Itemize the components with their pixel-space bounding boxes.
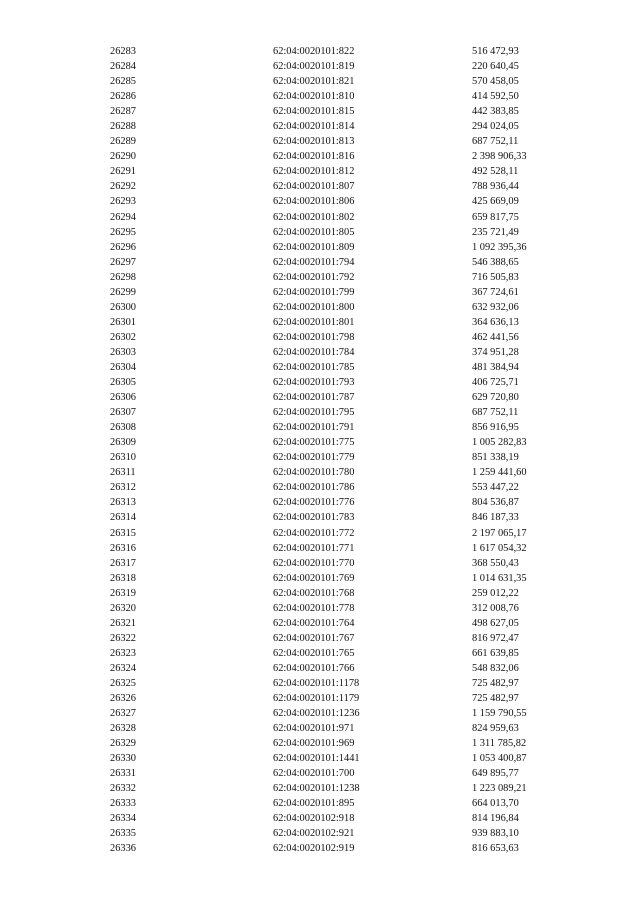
cadastral-number: 62:04:0020101:770 [273,557,355,569]
cadastral-value: 2 197 065,17 [472,527,527,539]
cadastral-number: 62:04:0020101:816 [273,151,355,163]
row-number: 26300 [110,301,136,313]
cadastral-value: 462 441,56 [472,331,519,343]
row-number: 26308 [110,422,136,434]
cadastral-number: 62:04:0020101:1179 [273,693,360,705]
row-number: 26309 [110,437,136,449]
cadastral-value: 687 752,11 [472,407,519,419]
cadastral-number: 62:04:0020102:918 [273,813,355,825]
row-number: 26307 [110,407,136,419]
cadastral-value: 1 005 282,83 [472,437,527,449]
table-row [0,480,640,495]
cadastral-value: 259 012,22 [472,587,519,599]
cadastral-number: 62:04:0020101:810 [273,91,355,103]
row-number: 26285 [110,76,136,88]
row-number: 26291 [110,166,136,178]
row-number: 26290 [110,151,136,163]
cadastral-value: 442 383,85 [472,106,519,118]
cadastral-value: 367 724,61 [472,286,519,298]
row-number: 26284 [110,61,136,73]
table-row [0,59,640,74]
table-row [0,420,640,435]
row-number: 26311 [110,467,136,479]
row-number: 26303 [110,346,136,358]
row-number: 26335 [110,828,136,840]
cadastral-number: 62:04:0020101:700 [273,768,355,780]
cadastral-value: 1 311 785,82 [472,738,527,750]
row-number: 26336 [110,843,136,855]
cadastral-value: 1 259 441,60 [472,467,527,479]
cadastral-value: 570 458,05 [472,76,519,88]
table-row [0,375,640,390]
row-number: 26317 [110,557,136,569]
cadastral-value: 516 472,93 [472,46,519,57]
cadastral-value: 659 817,75 [472,211,519,223]
cadastral-value: 368 550,43 [472,557,519,569]
cadastral-value: 481 384,94 [472,361,519,373]
table-row [0,510,640,525]
cadastral-value: 548 832,06 [472,662,519,674]
cadastral-value: 816 653,63 [472,843,519,855]
cadastral-value: 725 482,97 [472,693,519,705]
table-row [0,225,640,240]
row-number: 26312 [110,482,136,494]
cadastral-value: 414 592,50 [472,91,519,103]
table-row [0,526,640,541]
row-number: 26314 [110,512,136,524]
table-row [0,194,640,209]
cadastral-value: 814 196,84 [472,813,519,825]
table-row [0,751,640,766]
cadastral-number: 62:04:0020101:813 [273,136,355,148]
row-number: 26334 [110,813,136,825]
cadastral-value: 425 669,09 [472,196,519,208]
cadastral-number: 62:04:0020101:895 [273,798,355,810]
cadastral-number: 62:04:0020101:776 [273,497,355,509]
row-number: 26304 [110,361,136,373]
table-row [0,240,640,255]
cadastral-value: 629 720,80 [472,392,519,404]
table-row [0,210,640,225]
row-number: 26283 [110,46,136,57]
cadastral-number: 62:04:0020101:785 [273,361,355,373]
row-number: 26332 [110,783,136,795]
row-number: 26319 [110,587,136,599]
cadastral-value: 294 024,05 [472,121,519,133]
cadastral-value: 374 951,28 [472,346,519,358]
row-number: 26301 [110,316,136,328]
cadastral-number: 62:04:0020101:800 [273,301,355,313]
table-row [0,390,640,405]
table-row [0,495,640,510]
table-row [0,736,640,751]
row-number: 26302 [110,331,136,343]
table-row [0,541,640,556]
cadastral-number: 62:04:0020101:971 [273,723,355,735]
cadastral-number: 62:04:0020102:919 [273,843,355,855]
cadastral-number: 62:04:0020101:780 [273,467,355,479]
row-number: 26316 [110,542,136,554]
table-row [0,315,640,330]
table-row [0,450,640,465]
table-row [0,841,640,856]
row-number: 26320 [110,602,136,614]
cadastral-number: 62:04:0020101:814 [273,121,355,133]
row-number: 26293 [110,196,136,208]
row-number: 26294 [110,211,136,223]
cadastral-number: 62:04:0020101:821 [273,76,355,88]
cadastral-value: 804 536,87 [472,497,519,509]
cadastral-value: 553 447,22 [472,482,519,494]
cadastral-number: 62:04:0020101:765 [273,647,355,659]
row-number: 26329 [110,738,136,750]
cadastral-value: 856 916,95 [472,422,519,434]
table-row [0,691,640,706]
cadastral-number: 62:04:0020101:807 [273,181,355,193]
cadastral-number: 62:04:0020101:792 [273,271,355,283]
cadastral-number: 62:04:0020101:802 [273,211,355,223]
row-number: 26297 [110,256,136,268]
cadastral-value: 546 388,65 [472,256,519,268]
table-row [0,405,640,420]
table-row [0,44,640,59]
row-number: 26313 [110,497,136,509]
row-number: 26298 [110,271,136,283]
table-row [0,149,640,164]
cadastral-number: 62:04:0020101:769 [273,572,355,584]
cadastral-value: 716 505,83 [472,271,519,283]
cadastral-value-table [0,44,640,857]
table-row [0,796,640,811]
cadastral-number: 62:04:0020101:1238 [273,783,360,795]
table-row [0,766,640,781]
cadastral-value: 649 895,77 [472,768,519,780]
row-number: 26288 [110,121,136,133]
cadastral-number: 62:04:0020101:969 [273,738,355,750]
table-row [0,631,640,646]
table-row [0,104,640,119]
cadastral-value: 2 398 906,33 [472,151,527,163]
cadastral-value: 492 528,11 [472,166,519,178]
cadastral-number: 62:04:0020101:772 [273,527,355,539]
cadastral-number: 62:04:0020101:794 [273,256,355,268]
cadastral-number: 62:04:0020101:799 [273,286,355,298]
cadastral-number: 62:04:0020101:795 [273,407,355,419]
row-number: 26315 [110,527,136,539]
cadastral-value: 364 636,13 [472,316,519,328]
cadastral-value: 1 014 631,35 [472,572,527,584]
row-number: 26331 [110,768,136,780]
table-row [0,586,640,601]
cadastral-number: 62:04:0020101:806 [273,196,355,208]
row-number: 26305 [110,377,136,389]
row-number: 26289 [110,136,136,148]
cadastral-number: 62:04:0020101:1236 [273,708,360,720]
row-number: 26287 [110,106,136,118]
cadastral-number: 62:04:0020101:805 [273,226,355,238]
cadastral-number: 62:04:0020101:766 [273,662,355,674]
cadastral-value: 816 972,47 [472,632,519,644]
table-row [0,721,640,736]
table-row [0,706,640,721]
cadastral-number: 62:04:0020101:783 [273,512,355,524]
cadastral-number: 62:04:0020101:801 [273,316,355,328]
cadastral-number: 62:04:0020101:787 [273,392,355,404]
cadastral-value: 1 223 089,21 [472,783,527,795]
cadastral-number: 62:04:0020101:1441 [273,753,360,765]
table-row [0,781,640,796]
table-row [0,119,640,134]
cadastral-number: 62:04:0020101:819 [273,61,355,73]
cadastral-value: 1 092 395,36 [472,241,527,253]
cadastral-number: 62:04:0020101:809 [273,241,355,253]
cadastral-value: 788 936,44 [472,181,519,193]
table-row [0,465,640,480]
table-row [0,255,640,270]
cadastral-number: 62:04:0020101:778 [273,602,355,614]
cadastral-number: 62:04:0020101:784 [273,346,355,358]
cadastral-value: 846 187,33 [472,512,519,524]
table-row [0,300,640,315]
table-row [0,676,640,691]
table-row [0,826,640,841]
table-row [0,556,640,571]
row-number: 26318 [110,572,136,584]
cadastral-value: 851 338,19 [472,452,519,464]
table-row [0,164,640,179]
row-number: 26292 [110,181,136,193]
table-row [0,179,640,194]
row-number: 26299 [110,286,136,298]
row-number: 26310 [110,452,136,464]
cadastral-value: 220 640,45 [472,61,519,73]
table-row [0,661,640,676]
cadastral-value: 1 053 400,87 [472,753,527,765]
table-row [0,285,640,300]
cadastral-number: 62:04:0020101:798 [273,331,355,343]
row-number: 26306 [110,392,136,404]
cadastral-number: 62:04:0020101:771 [273,542,355,554]
cadastral-value: 632 932,06 [472,301,519,313]
table-row [0,360,640,375]
row-number: 26326 [110,693,136,705]
cadastral-value: 687 752,11 [472,136,519,148]
cadastral-number: 62:04:0020101:793 [273,377,355,389]
table-row [0,270,640,285]
table-row [0,89,640,104]
cadastral-value: 235 721,49 [472,226,519,238]
row-number: 26328 [110,723,136,735]
cadastral-number: 62:04:0020101:779 [273,452,355,464]
table-row [0,616,640,631]
table-row [0,571,640,586]
cadastral-number: 62:04:0020101:791 [273,422,355,434]
cadastral-number: 62:04:0020101:764 [273,617,355,629]
cadastral-value: 939 883,10 [472,828,519,840]
cadastral-value: 1 617 054,32 [472,542,527,554]
row-number: 26327 [110,708,136,720]
row-number: 26322 [110,632,136,644]
cadastral-number: 62:04:0020101:812 [273,166,355,178]
table-row [0,74,640,89]
cadastral-value: 725 482,97 [472,677,519,689]
cadastral-value: 406 725,71 [472,377,519,389]
cadastral-value: 824 959,63 [472,723,519,735]
cadastral-number: 62:04:0020101:1178 [273,677,360,689]
row-number: 26330 [110,753,136,765]
cadastral-number: 62:04:0020101:768 [273,587,355,599]
row-number: 26296 [110,241,136,253]
cadastral-value: 661 639,85 [472,647,519,659]
cadastral-value: 312 008,76 [472,602,519,614]
table-row [0,646,640,661]
row-number: 26333 [110,798,136,810]
row-number: 26295 [110,226,136,238]
table-row [0,345,640,360]
cadastral-value: 1 159 790,55 [472,708,527,720]
table-row [0,435,640,450]
table-row [0,601,640,616]
table-row [0,811,640,826]
row-number: 26323 [110,647,136,659]
cadastral-number: 62:04:0020101:815 [273,106,355,118]
table-row [0,330,640,345]
cadastral-value: 664 013,70 [472,798,519,810]
cadastral-value: 498 627,05 [472,617,519,629]
row-number: 26324 [110,662,136,674]
cadastral-number: 62:04:0020101:767 [273,632,355,644]
row-number: 26286 [110,91,136,103]
row-number: 26321 [110,617,136,629]
cadastral-number: 62:04:0020101:775 [273,437,355,449]
cadastral-number: 62:04:0020102:921 [273,828,355,840]
cadastral-number: 62:04:0020101:786 [273,482,355,494]
table-row [0,134,640,149]
cadastral-number: 62:04:0020101:822 [273,46,355,57]
row-number: 26325 [110,677,136,689]
